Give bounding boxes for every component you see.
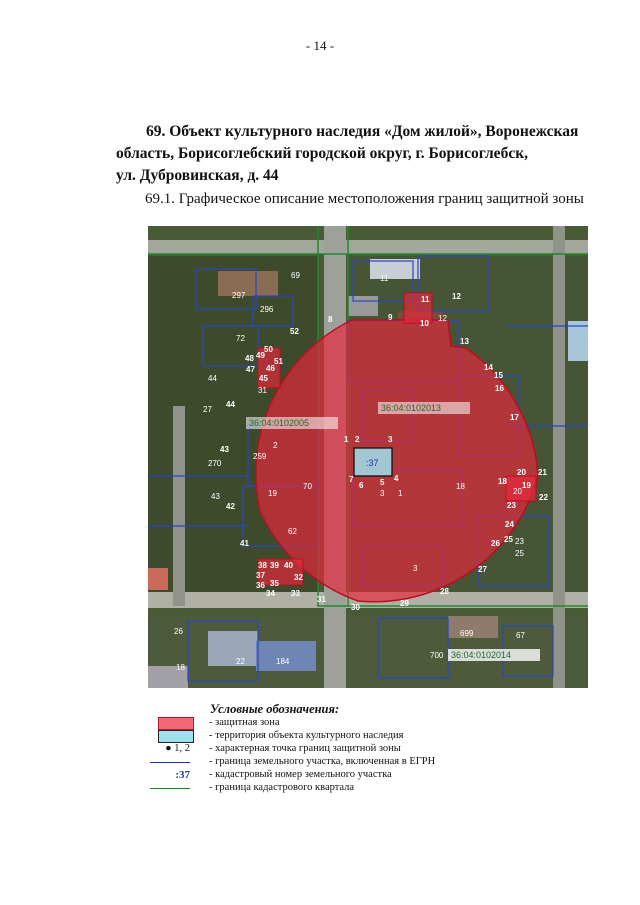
quarter-label: 36:04:0102005 [249,418,310,428]
boundary-point: 47 [246,365,255,374]
roof [256,641,316,671]
boundary-point: 15 [494,371,503,380]
parcel-label: 296 [260,305,274,314]
quarter-line-swatch [150,788,190,802]
section-subheading: 69.1. Графическое описание местоположения границ защитной зоны [145,191,584,207]
parcel-label: 43 [211,492,220,501]
point-symbol: ● 1, 2 [165,743,190,754]
boundary-point: 46 [266,364,275,373]
parcel-label: 72 [236,334,245,343]
legend-text: - характерная точка границ защитной зоны [209,743,401,754]
parcel-label: 20 [513,487,522,496]
parcel-label: 25 [515,549,524,558]
legend-text: - защитная зона [209,717,280,728]
heading-line-3: ул. Дубровинская, д. 44 [116,167,279,184]
boundary-point: 8 [328,315,333,324]
boundary-point: 45 [259,374,268,383]
parcel-label: 19 [268,489,277,498]
boundary-point: 5 [380,478,385,487]
parcel-label: 26 [174,627,183,636]
parcel-label: 12 [438,314,447,323]
boundary-point: 14 [484,363,493,372]
boundary-point: 34 [266,589,275,598]
boundary-point: 35 [270,579,279,588]
parcel-label: 44 [208,374,217,383]
parcel-label: 2 [273,441,278,450]
boundary-point: 27 [478,565,487,574]
object-heading [116,121,609,187]
roof [208,631,258,666]
roof [568,321,588,361]
boundary-point: 33 [291,589,300,598]
parcel-label: 3 [380,489,385,498]
legend-item-quarter-boundary [150,782,590,795]
road [173,406,185,606]
parcel-label: 23 [515,537,524,546]
parcel-label: 11 [380,274,389,283]
satellite-map [148,226,588,688]
boundary-point: 29 [400,599,409,608]
roof [218,271,278,296]
legend-item-parcel-boundary [150,756,590,769]
cadastral-symbol: :37 [175,769,190,781]
parcel-label: 700 [430,651,444,660]
boundary-point: 44 [226,400,235,409]
map-svg [148,226,588,688]
boundary-point: 38 [258,561,267,570]
road [148,240,588,254]
quarter-label: 36:04:0102014 [451,650,512,660]
boundary-point: 17 [510,413,519,422]
boundary-point: 11 [421,295,430,304]
boundary-point: 26 [491,539,500,548]
boundary-point: 50 [264,345,273,354]
legend-item-object-territory [150,730,590,743]
parcel-label: 62 [288,527,297,536]
heading-line-2: область, Борисоглебский городской округ, г. Борисоглебск, [116,145,528,162]
boundary-point: 24 [505,520,514,529]
boundary-point: 28 [440,587,449,596]
boundary-point: 25 [504,535,513,544]
parcel-label: 69 [291,271,300,280]
parcel-label: 184 [276,657,290,666]
boundary-point: 7 [349,475,354,484]
parcel-label: 259 [253,452,267,461]
parcel-label: 70 [303,482,312,491]
parcel-label: 297 [232,291,246,300]
legend-text: - граница кадастрового квартала [209,782,355,793]
boundary-point: 16 [495,384,504,393]
boundary-point: 42 [226,502,235,511]
parcel-label: 18 [176,663,185,672]
legend-item-zone [150,717,590,730]
legend-text: - территория объекта культурного наследия [209,730,404,741]
boundary-point: 49 [256,351,265,360]
parcel-label: 22 [236,657,245,666]
boundary-point: 43 [220,445,229,454]
parcel-label: 27 [203,405,212,414]
boundary-point: 20 [517,468,526,477]
boundary-point: 1 [344,435,349,444]
heading-line-1: 69. Объект культурного наследия «Дом жилой», Воронежская [146,123,579,140]
boundary-point: 19 [522,481,531,490]
boundary-point: 3 [388,435,393,444]
legend-item-cadastral-number [150,769,590,782]
boundary-point: 9 [388,313,393,322]
territory-swatch [158,730,194,743]
boundary-point: 41 [240,539,249,548]
boundary-point: 30 [351,603,360,612]
object-parcel-label: :37 [366,458,379,468]
boundary-point: 4 [394,474,399,483]
boundary-point: 32 [294,573,303,582]
parcel-label: 270 [208,459,222,468]
roof [148,568,168,590]
legend-title: Условные обозначения: [210,702,340,716]
boundary-point: 6 [359,481,364,490]
boundary-point: 22 [539,493,548,502]
boundary-point: 23 [507,501,516,510]
page-number: - 14 - [305,38,335,53]
road [553,226,565,688]
parcel-label: 67 [516,631,525,640]
boundary-point: 48 [245,354,254,363]
boundary-point: 52 [290,327,299,336]
parcel-label: 3 [413,564,418,573]
parcel-label: 699 [460,629,474,638]
parcel-label: 31 [258,386,267,395]
boundary-point: 10 [420,319,429,328]
boundary-point: 31 [317,595,326,604]
boundary-point: 36 [256,581,265,590]
parcel-label: 18 [456,482,465,491]
legend-text: - граница земельного участка, включенная в ЕГРН [209,756,436,767]
boundary-point: 12 [452,292,461,301]
zone-swatch [158,717,194,730]
boundary-point: 18 [498,477,507,486]
boundary-point: 2 [355,435,360,444]
legend-item-point [150,743,590,756]
boundary-point: 51 [274,357,283,366]
boundary-point: 13 [460,337,469,346]
boundary-point: 40 [284,561,293,570]
boundary-point: 39 [270,561,279,570]
quarter-label: 36:04:0102013 [381,403,442,413]
boundary-point: 21 [538,468,547,477]
legend-text: - кадастровый номер земельного участка [209,769,392,780]
parcel-label: 1 [398,489,403,498]
boundary-point: 37 [256,571,265,580]
